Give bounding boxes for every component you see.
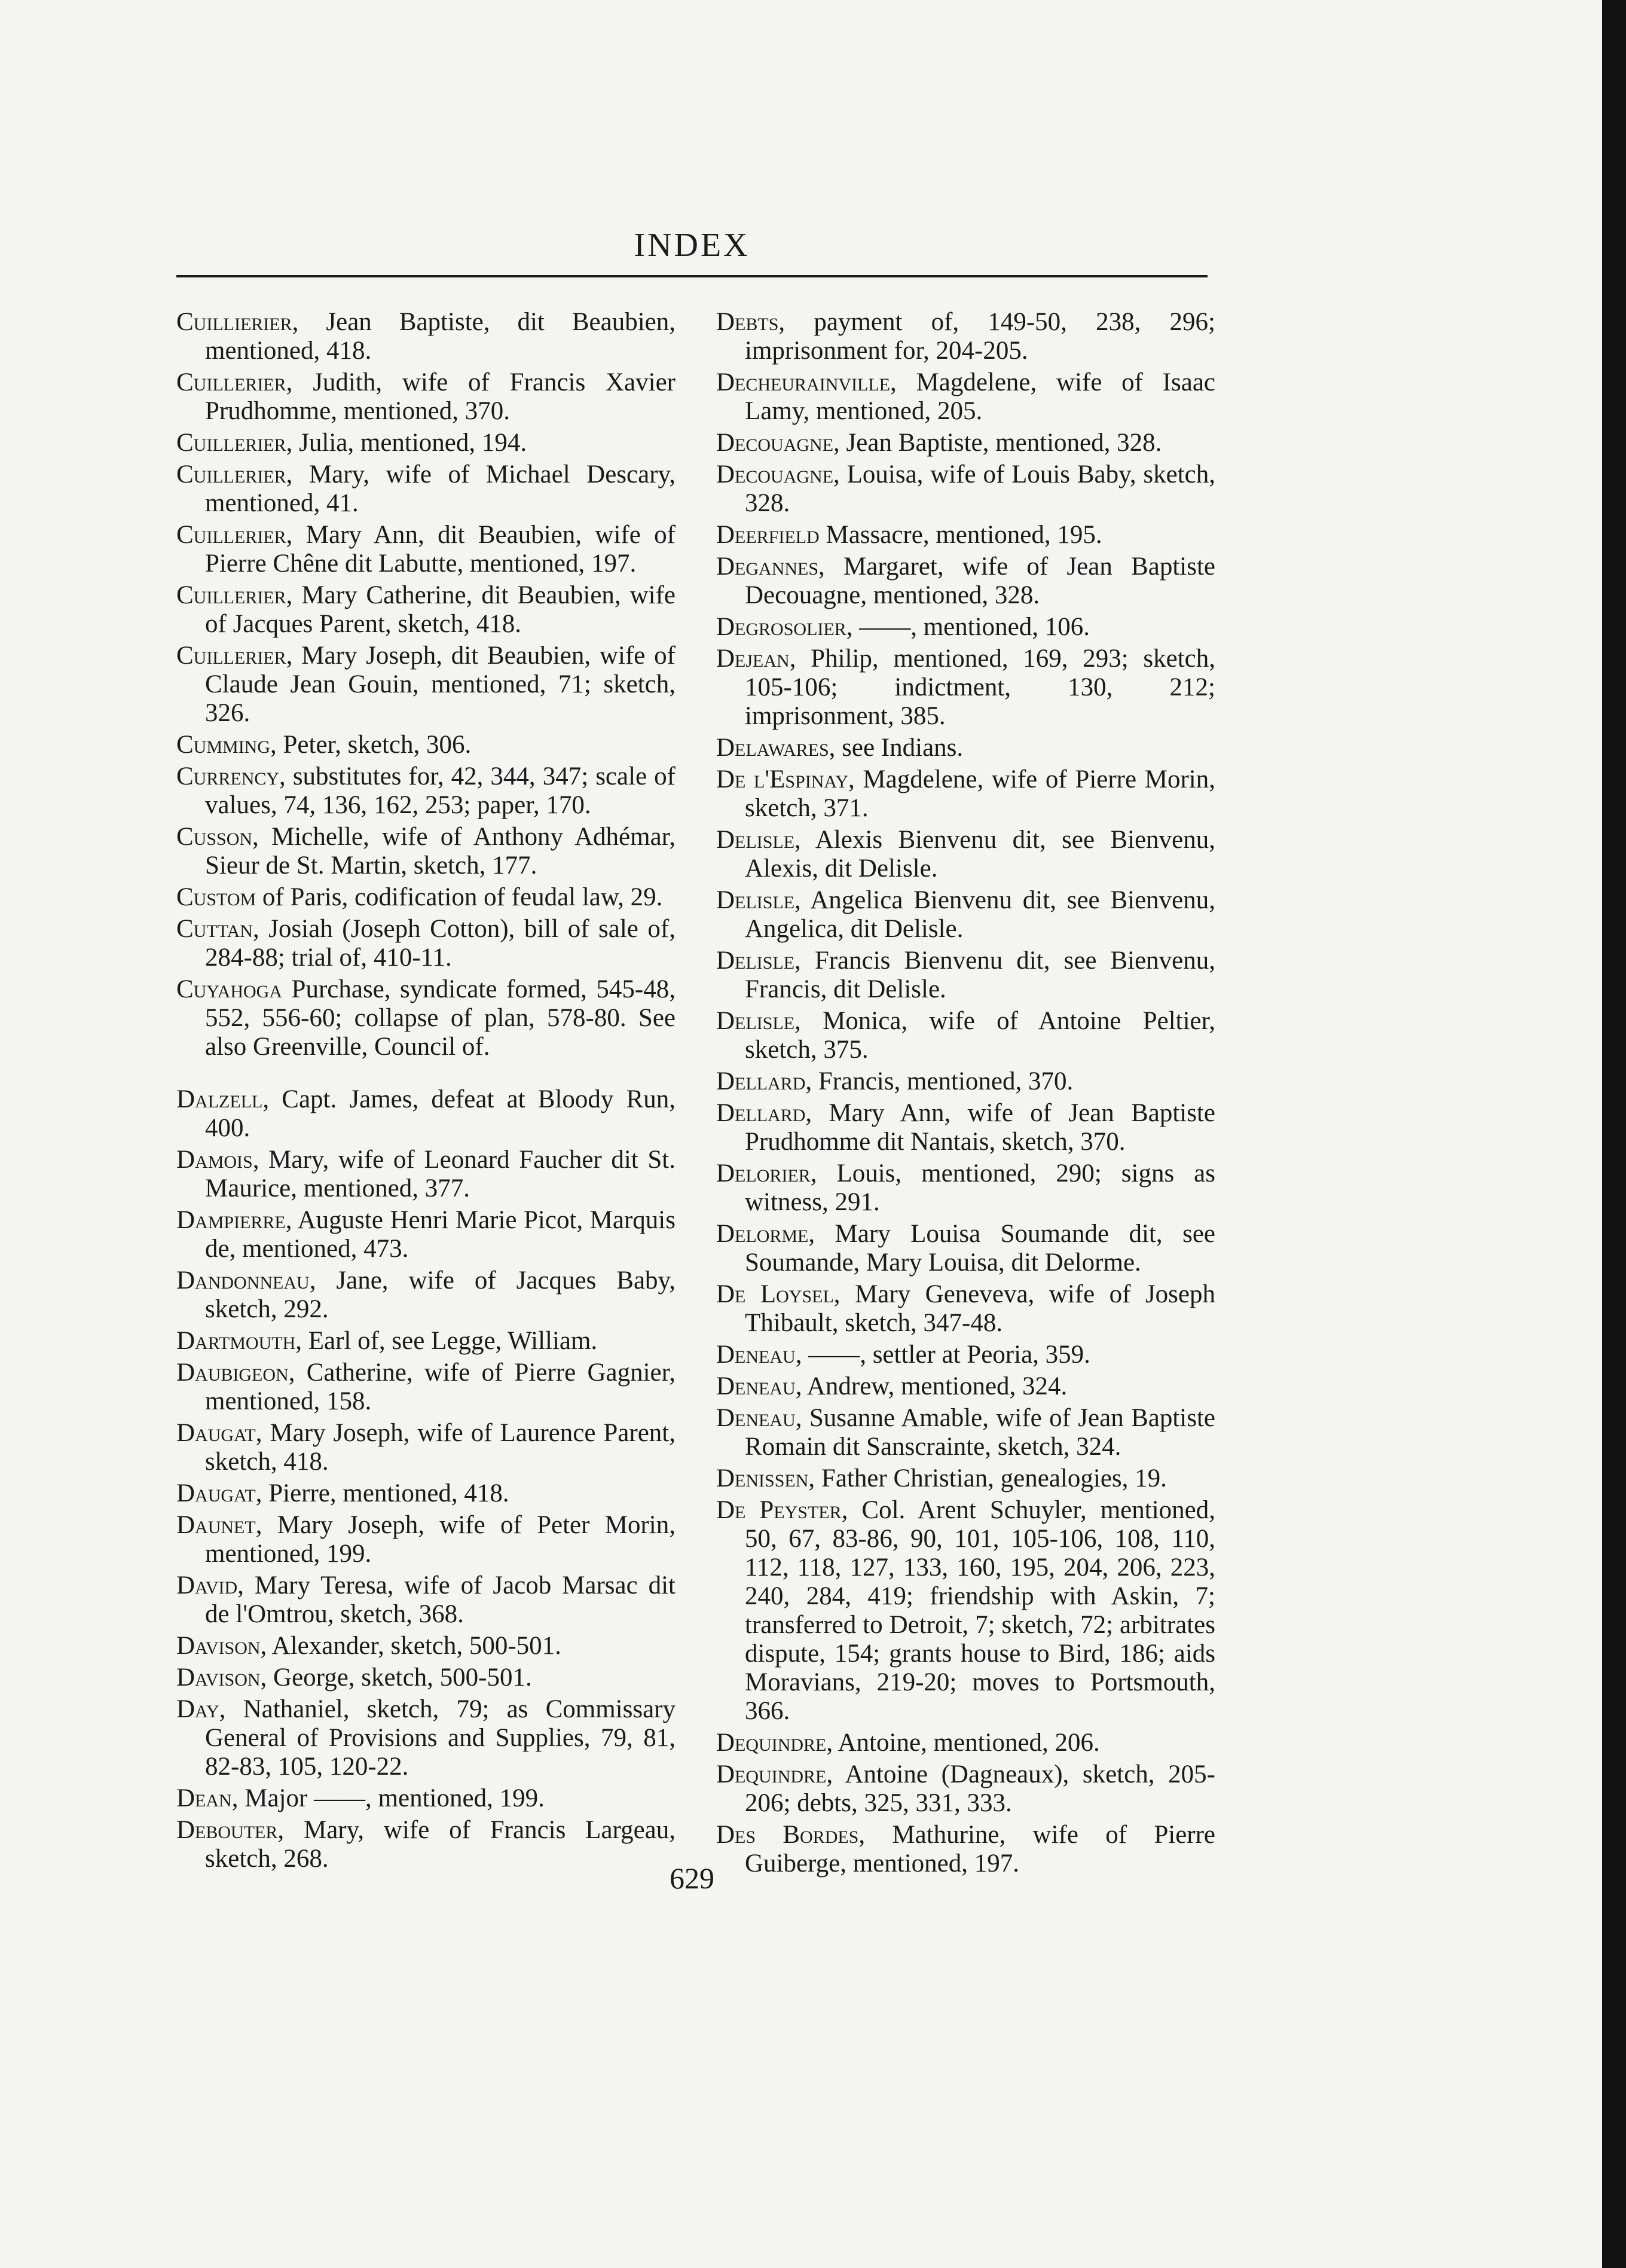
entry-headword: Day, — [176, 1695, 226, 1723]
index-entry — [176, 1479, 676, 1508]
entry-headword: Deerfield — [716, 521, 820, 549]
entry-headword: Denissen, — [716, 1464, 815, 1492]
entry-headword: Deneau, — [716, 1372, 802, 1400]
index-entry — [716, 1404, 1215, 1461]
entry-text: Massacre, mentioned, 195. — [819, 521, 1102, 549]
entry-text: Mary, wife of Michael Descary, mentioned, 41. — [205, 460, 676, 517]
index-entry — [176, 308, 676, 365]
entry-text: Judith, wife of Francis Xavier Prudhomme, mentioned, 370. — [205, 368, 676, 425]
entry-headword: Deneau, — [716, 1341, 802, 1369]
entry-headword: Cuillerier, — [176, 429, 293, 457]
header-rule — [176, 275, 1208, 277]
entry-headword: Delorier, — [716, 1159, 817, 1188]
entry-text: Major ——, mentioned, 199. — [238, 1784, 545, 1812]
entry-headword: Cuillierier, — [176, 308, 299, 336]
index-entry — [716, 1280, 1215, 1338]
entry-text: Julia, mentioned, 194. — [292, 429, 527, 457]
entry-text: payment of, 149-50, 238, 296; imprisonment for, 204-205. — [745, 308, 1215, 365]
index-entry — [716, 613, 1215, 642]
entry-text: Catherine, wife of Pierre Gagnier, mentioned, 158. — [205, 1359, 676, 1415]
entry-headword: Daunet, — [176, 1511, 262, 1539]
index-entry — [176, 1663, 676, 1692]
entry-text: Capt. James, defeat at Bloody Run, 400. — [205, 1085, 676, 1142]
index-entry — [716, 552, 1215, 610]
entry-text: Margaret, wife of Jean Baptiste Decouagne, mentioned, 328. — [745, 552, 1215, 609]
index-entry — [176, 1571, 676, 1629]
index-entry — [176, 883, 676, 912]
entry-headword: Cuillerier, — [176, 581, 293, 609]
entry-headword: Davison, — [176, 1663, 267, 1692]
entry-headword: De Loysel, — [716, 1280, 840, 1308]
entry-headword: Decheurainville, — [716, 368, 897, 396]
entry-text: Alexander, sketch, 500-501. — [267, 1632, 561, 1660]
index-entry — [716, 1067, 1215, 1096]
entry-headword: Dellard, — [716, 1067, 812, 1095]
entry-text: Mary Joseph, dit Beaubien, wife of Claude Jean Gouin, mentioned, 71; sketch, 326. — [205, 642, 676, 727]
entry-text: Peter, sketch, 306. — [276, 731, 472, 759]
index-entry — [716, 1372, 1215, 1401]
entry-text: Mary Joseph, wife of Peter Morin, mentioned, 199. — [205, 1511, 676, 1568]
entry-text: Antoine (Dagneaux), sketch, 205-206; debts, 325, 331, 333. — [745, 1760, 1215, 1817]
index-entry — [176, 1085, 676, 1143]
index-entry — [176, 823, 676, 880]
entry-headword: Degrosolier, — [716, 613, 853, 641]
index-entry — [716, 1341, 1215, 1369]
entry-text: Purchase, syndicate formed, 545-48, 552, 556-60; collapse of plan, 578-80. See also Greenville, Council of. — [205, 975, 676, 1061]
entry-headword: Cuttan, — [176, 915, 259, 943]
index-entry — [716, 1220, 1215, 1277]
entry-text: Mary Ann, wife of Jean Baptiste Prudhomme dit Nantais, sketch, 370. — [745, 1099, 1215, 1156]
entry-headword: Damois, — [176, 1146, 259, 1174]
entry-text: Josiah (Joseph Cotton), bill of sale of, 284-88; trial of, 410-11. — [205, 915, 676, 972]
index-entry — [716, 886, 1215, 944]
entry-headword: Currency, — [176, 762, 286, 790]
index-entry — [176, 1266, 676, 1324]
index-entry — [716, 521, 1215, 550]
index-entry — [176, 762, 676, 820]
entry-headword: Cuillerier, — [176, 521, 293, 549]
index-entry — [716, 734, 1215, 762]
entry-headword: Cuillerier, — [176, 460, 293, 489]
index-entry — [716, 429, 1215, 457]
index-entry — [176, 1327, 676, 1356]
entry-text: Mary, wife of Francis Largeau, sketch, 268. — [205, 1816, 676, 1873]
entry-text: Andrew, mentioned, 324. — [802, 1372, 1068, 1400]
index-entry — [176, 642, 676, 728]
entry-headword: Debouter, — [176, 1816, 285, 1844]
entry-text: Francis, mentioned, 370. — [812, 1067, 1074, 1095]
entry-text: Col. Arent Schuyler, mentioned, 50, 67, 83-86, 90, 101, 105-106, 108, 110, 112, 118, 127, 133, 160, 195, 204, 206, 223, 240, 284, 419; friendship with Askin, 7; transferred to Detroit, 7; sketch, 72; arbitrates dispute, 154; grants house to Bird, 186; aids Moravians, 219-20; moves to Portsmouth, 366. — [745, 1496, 1215, 1725]
entry-text: Jean Baptiste, mentioned, 328. — [839, 429, 1162, 457]
entry-text: Antoine, mentioned, 206. — [833, 1729, 1100, 1757]
index-entry — [176, 1206, 676, 1263]
index-entry — [176, 915, 676, 972]
index-entry — [716, 1464, 1215, 1493]
index-entry — [716, 1760, 1215, 1818]
entry-headword: Dampierre, — [176, 1206, 292, 1234]
page-title: INDEX — [634, 227, 750, 264]
index-entry — [716, 368, 1215, 426]
entry-text: Mathurine, wife of Pierre Guiberge, mentioned, 197. — [745, 1821, 1216, 1878]
index-entry — [716, 947, 1215, 1004]
index-column-left — [176, 308, 676, 1873]
page-number: 629 — [670, 1861, 714, 1895]
entry-text: Jean Baptiste, dit Beaubien, mentioned, 418. — [205, 308, 676, 365]
entry-headword: Delorme, — [716, 1220, 815, 1248]
entry-headword: Delisle, — [716, 947, 801, 975]
entry-text: Earl of, see Legge, William. — [302, 1327, 598, 1355]
entry-headword: Custom — [176, 883, 256, 911]
entry-text: Philip, mentioned, 169, 293; sketch, 105-106; indictment, 130, 212; imprisonment, 385. — [745, 645, 1215, 730]
entry-text: Susanne Amable, wife of Jean Baptiste Romain dit Sanscrainte, sketch, 324. — [745, 1404, 1215, 1461]
index-entry — [176, 521, 676, 578]
entry-text: Mary Joseph, wife of Laurence Parent, sketch, 418. — [205, 1419, 676, 1476]
entry-text: Monica, wife of Antoine Peltier, sketch, 375. — [745, 1007, 1215, 1064]
index-entry — [716, 460, 1215, 518]
entry-headword: Dean, — [176, 1784, 239, 1812]
index-entry — [176, 1419, 676, 1476]
index-entry — [176, 975, 676, 1061]
index-entry — [176, 1784, 676, 1813]
entry-headword: Daugat, — [176, 1479, 262, 1507]
index-entry — [176, 1511, 676, 1568]
entry-headword: Delawares, — [716, 734, 836, 762]
index-entry — [176, 460, 676, 518]
entry-text: substitutes for, 42, 344, 347; scale of values, 74, 136, 162, 253; paper, 170. — [205, 762, 676, 819]
index-entry — [716, 826, 1215, 883]
entry-text: Louis, mentioned, 290; signs as witness, 291. — [745, 1159, 1215, 1216]
entry-text: Nathaniel, sketch, 79; as Commissary General of Provisions and Supplies, 79, 81, 82-83, 105, 120-22. — [205, 1695, 676, 1781]
index-entry — [716, 1496, 1215, 1726]
entry-text: Mary Geneveva, wife of Joseph Thibault, sketch, 347-48. — [745, 1280, 1216, 1337]
entry-text: Alexis Bienvenu dit, see Bienvenu, Alexis, dit Delisle. — [745, 826, 1215, 883]
entry-headword: Cuillerier, — [176, 368, 293, 396]
index-entry — [716, 1729, 1215, 1757]
index-entry — [716, 308, 1215, 365]
entry-headword: Dequindre, — [716, 1760, 833, 1788]
entry-headword: De l'Espinay, — [716, 765, 855, 793]
entry-headword: Dartmouth, — [176, 1327, 302, 1355]
entry-text: Mary Teresa, wife of Jacob Marsac dit de l'Omtrou, sketch, 368. — [205, 1571, 676, 1628]
index-entry — [716, 645, 1215, 731]
index-entry — [176, 368, 676, 426]
entry-headword: Deneau, — [716, 1404, 802, 1432]
index-column-right — [716, 308, 1216, 1878]
entry-text: see Indians. — [835, 734, 964, 762]
entry-text: Mary, wife of Leonard Faucher dit St. Maurice, mentioned, 377. — [205, 1146, 676, 1202]
entry-headword: Cuillerier, — [176, 642, 293, 670]
index-entry — [176, 1695, 676, 1781]
entry-text: Mary Louisa Soumande dit, see Soumande, Mary Louisa, dit Delorme. — [745, 1220, 1215, 1277]
entry-text: Angelica Bienvenu dit, see Bienvenu, Angelica, dit Delisle. — [745, 886, 1215, 943]
entry-text: Auguste Henri Marie Picot, Marquis de, mentioned, 473. — [205, 1206, 676, 1263]
index-entry — [716, 1007, 1215, 1064]
entry-text: ——, mentioned, 106. — [852, 613, 1090, 641]
entry-text: Pierre, mentioned, 418. — [262, 1479, 509, 1507]
entry-headword: Cusson, — [176, 823, 259, 851]
scan-edge — [1602, 0, 1626, 2268]
index-entry — [176, 429, 676, 457]
entry-text: Magdelene, wife of Isaac Lamy, mentioned, 205. — [745, 368, 1215, 425]
entry-headword: Davison, — [176, 1632, 267, 1660]
entry-headword: Dandonneau, — [176, 1266, 316, 1295]
entry-text: Mary Catherine, dit Beaubien, wife of Jacques Parent, sketch, 418. — [205, 581, 676, 638]
entry-text: ——, settler at Peoria, 359. — [802, 1341, 1090, 1369]
entry-headword: Decouagne, — [716, 460, 840, 489]
entry-text: Magdelene, wife of Pierre Morin, sketch, 371. — [745, 765, 1216, 822]
entry-text: Francis Bienvenu dit, see Bienvenu, Francis, dit Delisle. — [745, 947, 1215, 1003]
index-entry — [176, 1359, 676, 1416]
entry-headword: Cumming, — [176, 731, 277, 759]
entry-text: Louisa, wife of Louis Baby, sketch, 328. — [745, 460, 1215, 517]
entry-headword: Daubigeon, — [176, 1359, 295, 1387]
entry-headword: Des Bordes, — [716, 1821, 866, 1849]
index-entry — [176, 1146, 676, 1203]
index-entry — [716, 1099, 1215, 1156]
entry-text: Father Christian, genealogies, 19. — [815, 1464, 1167, 1492]
entry-text: Michelle, wife of Anthony Adhémar, Sieur de St. Martin, sketch, 177. — [205, 823, 676, 880]
entry-headword: Degannes, — [716, 552, 825, 581]
entry-headword: David, — [176, 1571, 244, 1599]
entry-text: Mary Ann, dit Beaubien, wife of Pierre Chêne dit Labutte, mentioned, 197. — [205, 521, 676, 578]
index-entry — [716, 765, 1215, 823]
entry-text: of Paris, codification of feudal law, 29. — [256, 883, 663, 911]
entry-headword: Daugat, — [176, 1419, 262, 1447]
entry-headword: De Peyster, — [716, 1496, 848, 1524]
entry-headword: Delisle, — [716, 886, 801, 914]
index-entry — [176, 1632, 676, 1660]
entry-headword: Dejean, — [716, 645, 796, 673]
entry-headword: Delisle, — [716, 826, 801, 854]
index-entry — [176, 581, 676, 639]
entry-headword: Dalzell, — [176, 1085, 270, 1113]
entry-text: George, sketch, 500-501. — [267, 1663, 532, 1692]
entry-headword: Cuyahoga — [176, 975, 283, 1003]
entry-headword: Decouagne, — [716, 429, 840, 457]
index-entry — [716, 1159, 1215, 1217]
entry-headword: Debts, — [716, 308, 786, 336]
entry-text: Jane, wife of Jacques Baby, sketch, 292. — [205, 1266, 676, 1323]
entry-headword: Dellard, — [716, 1099, 812, 1127]
entry-headword: Dequindre, — [716, 1729, 833, 1757]
index-entry — [176, 731, 676, 759]
entry-headword: Delisle, — [716, 1007, 801, 1035]
